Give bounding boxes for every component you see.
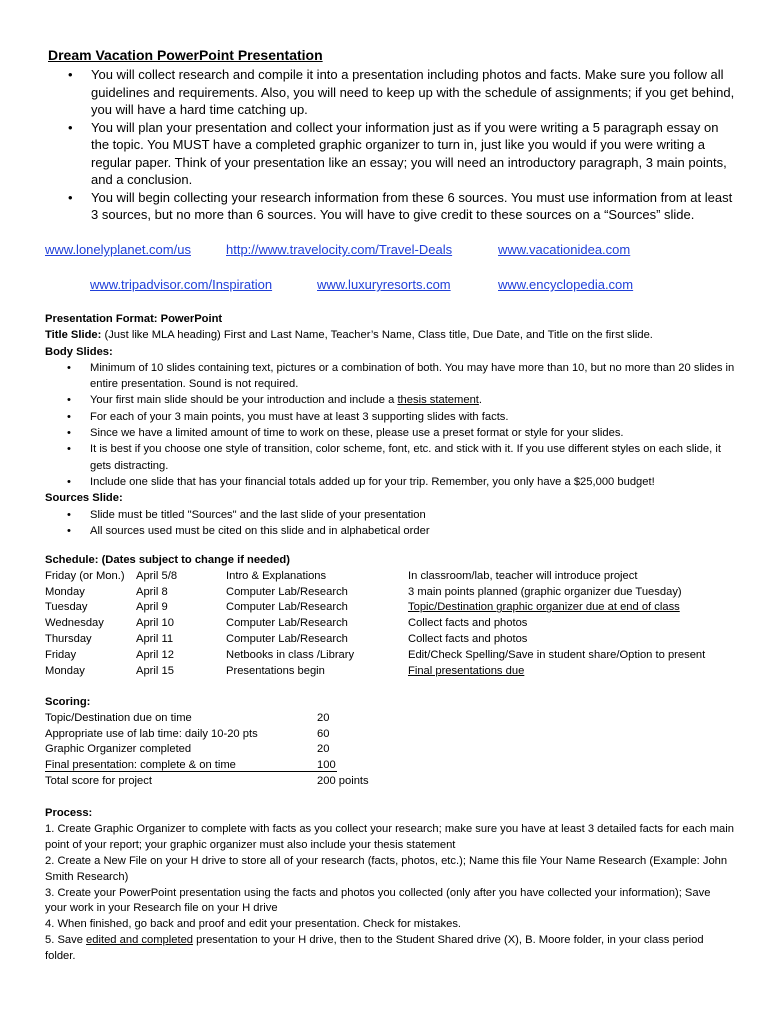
schedule-date: April 15	[136, 664, 174, 677]
schedule-activity: Presentations begin	[226, 664, 325, 677]
scoring-heading: Scoring:	[45, 696, 91, 708]
schedule-day: Monday	[45, 664, 85, 677]
link-vacationidea[interactable]: www.vacationidea.com	[498, 242, 631, 257]
schedule-date: April 11	[136, 632, 174, 645]
body-bullet: • Since we have a limited amount of time to work on these, please use a preset format or style for your slides.	[45, 425, 735, 441]
scoring-points: 20	[317, 743, 330, 756]
link-tripadvisor[interactable]: www.tripadvisor.com/Inspiration	[90, 277, 273, 292]
intro-list	[48, 66, 738, 224]
schedule-row	[45, 600, 680, 616]
link-luxuryresorts[interactable]: www.luxuryresorts.com	[317, 277, 451, 292]
body-bullet: • Minimum of 10 slides containing text, pictures or a combination of both. You may have more than 10, but no more than 20 slides in entire presentation. Sound is not required.	[45, 360, 735, 393]
body-bullet: • For each of your 3 main points, you must have at least 3 supporting slides with facts.	[45, 409, 735, 425]
process-step-text: presentation to your H drive, then to the Student Shared drive (X), B. Moore folder, in your class period folder.	[45, 934, 704, 963]
process-step: 2. Create a New File on your H drive to store all of your research (facts, photos, etc.); Name this file Your Name Research (Example: John Smith Research)	[45, 854, 728, 883]
scoring-item: Appropriate use of lab time: daily 10-20 pts	[45, 727, 258, 740]
format-section	[45, 311, 735, 539]
schedule-row	[45, 616, 528, 632]
intro-bullet: • You will collect research and compile it into a presentation including photos and facts. Make sure you follow all guidelines and requirements. Also, you will need to keep up with the schedule of assignments; if you get behind, you will have a hard time catching up.	[48, 66, 738, 119]
schedule-row	[45, 648, 706, 664]
schedule-note: Topic/Destination graphic organizer due at end of class	[408, 601, 680, 614]
process-step	[45, 933, 735, 965]
schedule-date: April 5/8	[136, 569, 178, 582]
schedule-row	[45, 569, 638, 585]
schedule-day: Tuesday	[45, 601, 88, 614]
schedule-activity: Computer Lab/Research	[226, 632, 348, 645]
schedule-section	[45, 553, 706, 679]
sources-slide-label: Sources Slide:	[45, 492, 123, 505]
body-bullet	[45, 392, 735, 408]
schedule-row	[45, 664, 525, 680]
body-slides-list	[45, 360, 735, 490]
scoring-item: Topic/Destination due on time	[45, 711, 192, 724]
schedule-day: Monday	[45, 585, 85, 598]
scoring-row	[45, 727, 330, 743]
schedule-day: Friday	[45, 648, 77, 661]
schedule-note: Edit/Check Spelling/Save in student share/Option to present	[408, 648, 706, 661]
scoring-section	[45, 695, 369, 790]
schedule-row	[45, 585, 682, 601]
schedule-day: Friday (or Mon.)	[45, 569, 125, 582]
schedule-note: Final presentations due	[408, 664, 525, 677]
body-bullet: • It is best if you choose one style of transition, color scheme, font, etc. and stick with it. If you use different styles on each slide, it gets distracting.	[45, 441, 735, 474]
intro-bullet: • You will plan your presentation and collect your information just as if you were writing a 5 paragraph essay on the topic. You MUST have a completed graphic organizer to turn in, just like you would if you were writing a regular paper. Think of your presentation like an essay; you will need an introductory paragraph, 3 main points, and a conclusion.	[48, 119, 738, 189]
sources-bullet: • Slide must be titled "Sources" and the last slide of your presentation	[45, 507, 735, 523]
title-slide-line	[45, 327, 735, 343]
schedule-activity: Computer Lab/Research	[226, 617, 348, 630]
schedule-date: April 8	[136, 585, 168, 598]
scoring-points: 200 points	[317, 774, 369, 787]
scoring-points: 60	[317, 727, 330, 740]
process-step: 1. Create Graphic Organizer to complete with facts as you collect your research; make sure you have at least 3 detailed facts for each main point of your report; your graphic organizer must also include your thesis statement	[45, 822, 734, 851]
scoring-row	[45, 711, 330, 727]
schedule-date: April 9	[136, 601, 168, 614]
process-step: 3. Create your PowerPoint presentation using the facts and photos you collected (only after you have collected your information); Save your work in your Research file on your H drive	[45, 886, 711, 915]
title-slide-text: (Just like MLA heading) First and Last Name, Teacher’s Name, Class title, Due Date, and Title on the first slide.	[101, 329, 653, 342]
scoring-row	[45, 742, 330, 758]
format-heading: Presentation Format: PowerPoint	[45, 313, 223, 325]
body-bullet-text: .	[478, 394, 483, 407]
process-step: 4. When finished, go back and proof and edit your presentation. Check for mistakes.	[45, 918, 462, 931]
schedule-day: Wednesday	[45, 617, 104, 630]
schedule-date: April 12	[136, 648, 174, 661]
scoring-row	[45, 774, 369, 790]
sources-slide-list	[45, 507, 735, 540]
schedule-note: In classroom/lab, teacher will introduce project	[408, 569, 638, 582]
body-slides-label: Body Slides:	[45, 345, 113, 358]
schedule-note: Collect facts and photos	[408, 632, 528, 645]
title-slide-label: Title Slide:	[45, 329, 102, 342]
process-section	[45, 806, 735, 965]
schedule-activity: Intro & Explanations	[226, 569, 327, 582]
scoring-row	[45, 758, 336, 774]
document-title: Dream Vacation PowerPoint Presentation	[48, 47, 323, 63]
schedule-day: Thursday	[45, 632, 92, 645]
scoring-item: Graphic Organizer completed	[45, 743, 192, 756]
schedule-row	[45, 632, 528, 648]
link-encyclopedia[interactable]: www.encyclopedia.com	[498, 277, 634, 292]
body-bullet-text: Your first main slide should be your introduction and include a	[90, 394, 398, 407]
schedule-heading: Schedule: (Dates subject to change if needed)	[45, 554, 290, 566]
scoring-item: Final presentation: complete & on time	[45, 759, 236, 772]
schedule-activity: Computer Lab/Research	[226, 601, 348, 614]
schedule-activity: Computer Lab/Research	[226, 585, 348, 598]
schedule-activity: Netbooks in class /Library	[226, 648, 355, 661]
scoring-points: 20	[317, 711, 330, 724]
sources-bullet: • All sources used must be cited on this slide and in alphabetical order	[45, 523, 735, 539]
scoring-item: Total score for project	[45, 774, 152, 787]
intro-bullet: • You will begin collecting your research information from these 6 sources. You must use information from at least 3 sources, but no more than 6 sources. You will have to give credit to these sources on a “Sources” slide.	[48, 189, 738, 224]
process-heading: Process:	[45, 807, 93, 819]
body-bullet: • Include one slide that has your financial totals added up for your trip. Remember, you only have a $25,000 budget!	[45, 474, 735, 490]
schedule-date: April 10	[136, 617, 174, 630]
link-travelocity[interactable]: http://www.travelocity.com/Travel-Deals	[226, 242, 453, 257]
scoring-points: 100	[317, 759, 336, 772]
thesis-statement-text: thesis statement	[397, 394, 479, 407]
schedule-note: 3 main points planned (graphic organizer due Tuesday)	[408, 585, 682, 598]
process-step-text: 5. Save	[45, 934, 87, 947]
link-lonelyplanet[interactable]: www.lonelyplanet.com/us	[45, 242, 191, 257]
edited-completed-text: edited and completed	[86, 934, 194, 947]
schedule-note: Collect facts and photos	[408, 617, 528, 630]
